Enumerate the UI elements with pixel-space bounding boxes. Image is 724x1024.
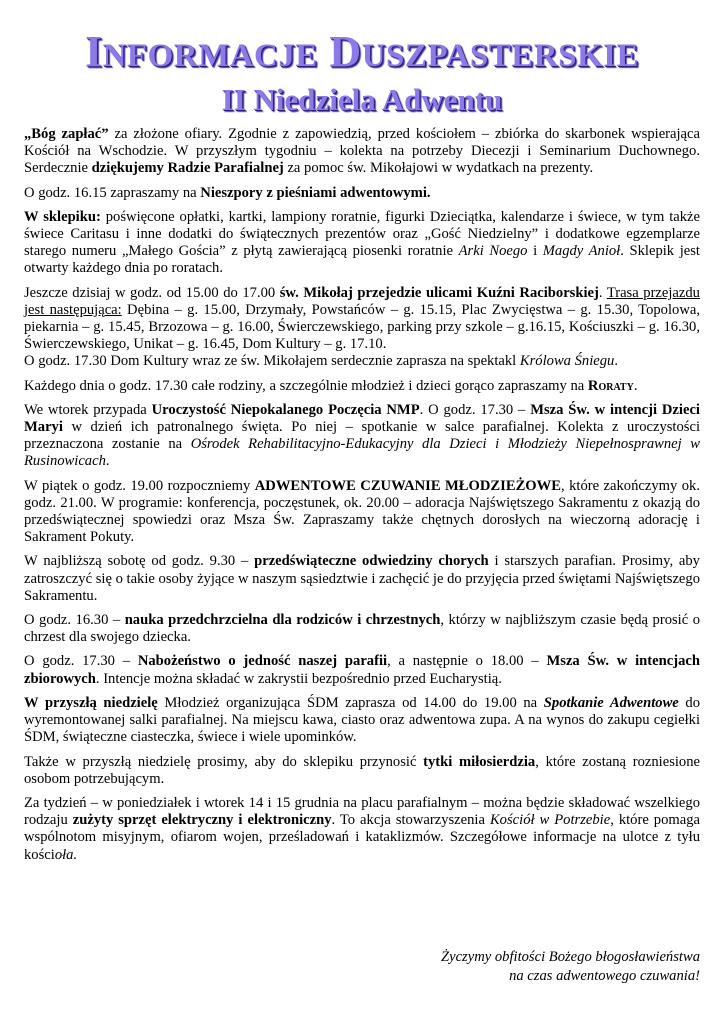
text: Za tydzień – w poniedziałek i wtorek 14 i 15 grudnia na placu parafialnym – można będzie składować wszelkiego rodzaju (24, 794, 700, 829)
text: . Sklepik jest otwarty każdego dnia po roratach. (24, 243, 700, 277)
bold-text: tytki miłosierdzia (423, 753, 536, 770)
paragraph-roraty (24, 378, 700, 395)
italic-text: Arki Noego (458, 243, 528, 260)
text: , a następnie o 18.00 – (387, 653, 547, 670)
paragraph-baptism-class (24, 612, 700, 646)
paragraph-electronics-collection (24, 795, 700, 864)
text: We wtorek przypada (24, 401, 152, 418)
paragraph-charity-bags (24, 754, 700, 788)
paragraph-offerings (24, 126, 700, 178)
text: . O godz. 17.30 – (419, 401, 531, 418)
italic-text: Ośrodek Rehabilitacyjno-Edukacyjny dla Dzieci i Młodzieży Niepełnosprawnej w Rusinowicach (24, 436, 700, 470)
text: . (105, 453, 110, 470)
title-word-2: USZPASTERSKIE (361, 38, 640, 74)
text: Młodzież organizująca ŚDM zaprasza od 14.00 do 19.00 na (157, 694, 544, 711)
bold-text: nauka przedchrzcielna dla rodziców i chrzestnych (124, 612, 441, 629)
bold-text: Uroczystość Niepokalanego Poczęcia NMP (151, 401, 420, 418)
text: . To akcja stowarzyszenia (331, 812, 490, 829)
closing-line-1: Życzymy obfitości Bożego błogosławieństwa (440, 949, 700, 965)
bold-text: Msza Św. w intencji Dzieci Maryi (24, 401, 700, 436)
text: , które pomaga wspólnotom misyjnym, ofiarom wojen, prześladowań i kataklizmów. Szczegółowe informacje na ulotce z tyłu kości (24, 812, 700, 863)
text: , którzy w najbliższym czasie będą prosić o chrzest dla swojego dziecka. (24, 612, 700, 646)
text: i (527, 243, 543, 260)
text: za złożone ofiary. Zgodnie z zapowiedzią, przed kościołem – zbiórka do skarbonek wspierająca Kościół na Wschodzie. W przyszłym tygodniu – kolekta na potrzeby Diecezji i Seminarium Duchownego. Serdecznie (24, 126, 700, 177)
underlined-text: Trasa przejazdu jest następująca: (24, 284, 700, 318)
paragraph-st-nicholas (24, 285, 700, 371)
bold-text: Roraty (587, 377, 634, 394)
text: O godz. 16.15 zapraszamy na (24, 184, 201, 201)
text: , które zakończymy ok. godz. 21.00. W programie: konferencja, poczęstunek, ok. 20.00 – adoracja Najświętszego Sakramentu z okazją do przedświątecznej spowiedzi oraz Msza Św. Zapraszamy także chętnych dorosłych na wieczorną adorację i Sakrament Pokuty. (24, 477, 700, 546)
bold-text: Nieszpory z pieśniami adwentowymi. (200, 184, 431, 201)
text: i starszych parafian. Prosimy, aby zatroszczyć się o takie osoby żyjące w naszym sąsiedztwie i zachęcić je do przyjęcia przed świętami Najświętszego Sakramentu. (24, 553, 700, 604)
text: w dzień ich patronalnego święta. Po niej – spotkanie w salce parafialnej. Kolekta z uroczystości przeznaczona zostanie na (24, 419, 700, 453)
text: W najbliższą sobotę od godz. 9.30 – (24, 553, 255, 570)
italic-text: Kościół w Potrzebie (489, 812, 611, 829)
text: Także w przyszłą niedzielę prosimy, aby do sklepiku przynosić (24, 753, 424, 770)
bold-text: W przyszłą niedzielę (24, 694, 158, 711)
paragraph-shop (24, 209, 700, 278)
closing-line-2: na czas adwentowego czuwania! (509, 968, 700, 984)
text: poświęcone opłatki, kartki, lampiony roratnie, figurki Dzieciątka, kalendarze i świece, w tym także świece Caritasu i inne dodatki do świątecznych prezentów oraz „Gość Niedzielny” i dodatkowe egzemplarze starego numeru „Małego Gościa” z płytą zawierającą piosenki roratnie (24, 208, 700, 260)
paragraph-youth-vigil (24, 478, 700, 547)
text: za pomoc św. Mikołajowi w wydatkach na prezenty. (283, 160, 594, 177)
bold-text: zużyty sprzęt elektryczny i elektroniczny (72, 812, 332, 829)
text: O godz. 16.30 – (24, 612, 125, 629)
italic-text: Królowa Śniegu (519, 353, 615, 370)
text: . (633, 377, 638, 394)
bold-text: W sklepiku: (24, 208, 101, 225)
title-initial-2: D (329, 27, 362, 76)
text: O godz. 17.30 Dom Kultury wraz ze św. Mikołajem serdecznie zaprasza na spektakl (24, 353, 520, 370)
text: Jeszcze dzisiaj w godz. od 15.00 do 17.00 (24, 284, 280, 301)
paragraph-unity-service (24, 653, 700, 687)
page-title (24, 28, 700, 80)
title-word-1: NFORMACJE (102, 38, 318, 74)
bold-text: przedświąteczne odwiedziny chorych (254, 553, 489, 570)
text: O godz. 17.30 – (24, 653, 138, 670)
paragraph-advent-meeting (24, 695, 700, 747)
text: Każdego dnia o godz. 17.30 całe rodziny, a szczególnie młodzież i dzieci gorąco zapraszamy na (24, 377, 588, 394)
paragraph-vespers (24, 185, 700, 202)
bold-text: „Bóg zapłać” (24, 126, 109, 142)
bold-text: Nabożeństwo o jedność naszej parafii (137, 653, 388, 670)
title-initial-1: I (84, 27, 103, 76)
text: . Intencje można składać w zakrystii bezpośrednio przed Eucharystią. (95, 670, 502, 687)
text: W piątek o godz. 19.00 rozpoczniemy (24, 477, 255, 494)
text: . (598, 284, 607, 301)
paragraph-immaculate-conception (24, 402, 700, 471)
text: , które zostaną rozniesione osobom potrzebującym. (24, 753, 700, 787)
paragraph-sick-visits (24, 553, 700, 605)
bold-text: ADWENTOWE CZUWANIE MŁODZIEŻOWE (254, 477, 561, 494)
bold-text: dziękujemy Radzie Parafialnej (91, 160, 284, 177)
italic-text: oła. (54, 846, 78, 863)
text: do wyremontowanej salki parafialnej. Na miejscu kawa, ciasto oraz adwentowa zupa. A na wynos do zakupu cegiełki ŚDM, świąteczne ciasteczka, świece i wiele upominków. (24, 694, 701, 746)
italic-text: Magdy Anioł (542, 243, 621, 260)
bold-text: Msza Św. w intencjach zbiorowych (24, 653, 700, 687)
page-subtitle: II Niedziela Adwentu (221, 82, 503, 117)
bold-text: św. Mikołaj przejedzie ulicami Kuźni Raciborskiej (279, 284, 599, 301)
bold-italic-text: Spotkanie Adwentowe (543, 694, 679, 711)
text: Dębina – g. 15.00, Drzymały, Powstańców – g. 15.15, Plac Zwycięstwa – g. 15.30, Topolowa, piekarnia – g. 15.45, Brzozowa – g. 16.00, Świerczewskiego, parking przy szkole – g.16.15, Kościuszki – g. 16.30, Świerczewskiego, Unikat – g. 16.45, Dom Kultury – g. 17.10. (24, 301, 700, 353)
text: . (614, 353, 619, 370)
closing-wishes (441, 948, 700, 986)
